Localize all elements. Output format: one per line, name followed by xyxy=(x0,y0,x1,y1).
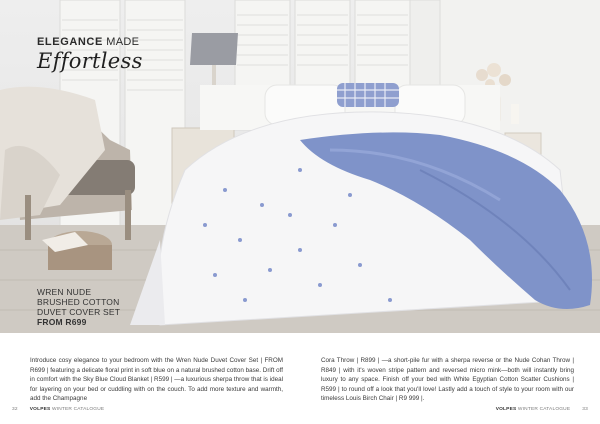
caption-line1: WREN NUDE xyxy=(37,287,92,297)
body-text-left: Introduce cosy elegance to your bedroom with the Wren Nude Duvet Cover Set | FROM R699 | featuring a delicate floral print in soft blue on a natural brushed cotton base. Drift off in comfort with the Sky Blue Cloud Blanket | R599 | —a luxurious sherpa throw that is ideal for layering on your bed or cuddling with on the couch. To add more texture and warmth, add the Champagne xyxy=(30,357,283,403)
caption-line3: DUVET COVER SET xyxy=(37,307,121,317)
footer-brand-right: VOLPES xyxy=(495,407,517,412)
caption-line2: BRUSHED COTTON xyxy=(37,297,120,307)
footer-title-right: WINTER CATALOGUE xyxy=(517,407,571,412)
headline-script: Effortless xyxy=(37,49,143,73)
footer-right xyxy=(496,407,588,412)
page-number-right: 33 xyxy=(582,407,588,412)
footer-title-left: WINTER CATALOGUE xyxy=(51,407,105,412)
footer-left xyxy=(12,407,104,412)
page-number-left: 32 xyxy=(12,407,18,412)
headline-kicker xyxy=(37,36,143,48)
kicker-rest: MADE xyxy=(106,36,140,48)
footer-brand-left: VOLPES xyxy=(29,407,51,412)
product-caption xyxy=(37,287,120,327)
kicker-bold: ELEGANCE xyxy=(37,36,103,48)
body-text-right: Cora Throw | R899 | —a short-pile fur with a sherpa reverse or the Nude Cohan Throw | R849 | with it's woven stripe pattern and reversed micro mink—both will instantly bring luxury to any space. Finish off your bed with White Egyptian Cotton Scatter Cushions | R599 | to round off a look that you'll love! Lastly add a touch of style to your room with our timeless Louis Birch Chair | R9 999 |. xyxy=(321,357,574,403)
caption-price: FROM R699 xyxy=(37,317,87,327)
headline xyxy=(37,36,143,73)
